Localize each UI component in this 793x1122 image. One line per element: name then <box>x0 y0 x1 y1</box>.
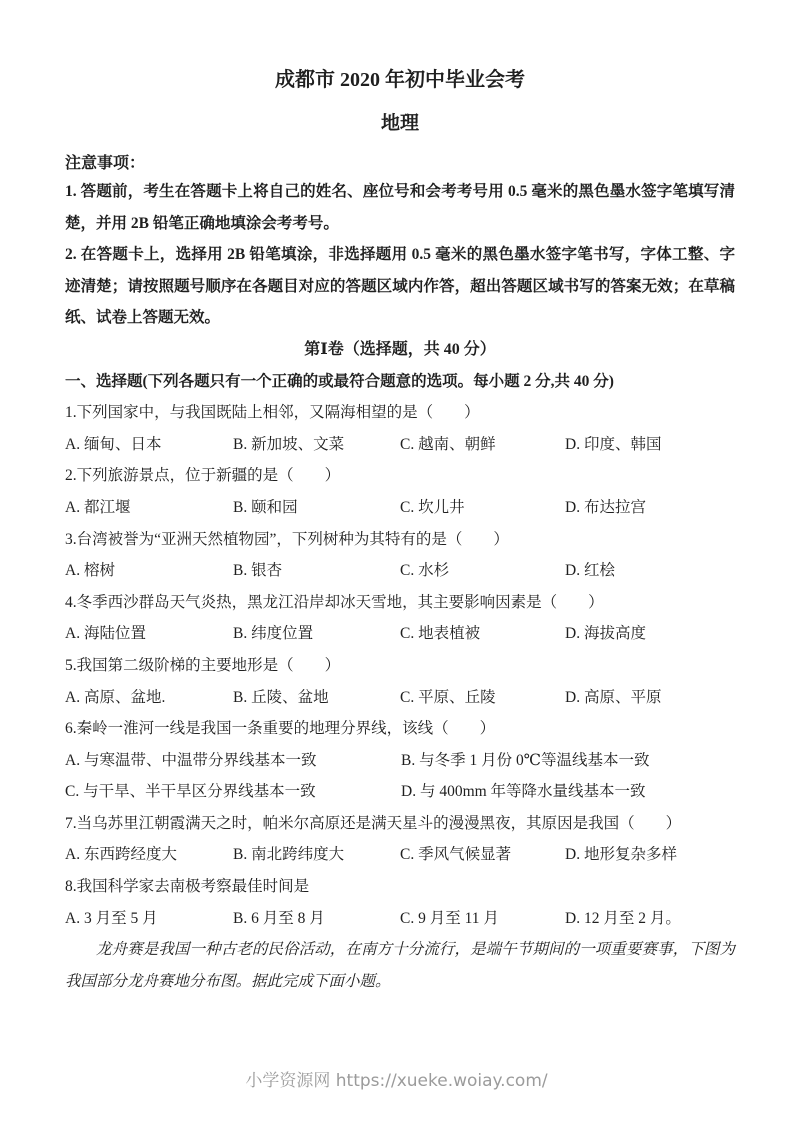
notice-heading: 注意事项： <box>65 155 146 172</box>
question-2 <box>65 460 735 523</box>
question-7-options <box>65 839 735 871</box>
notice-item-2: 2. 在答题卡上，选择用 2B 铅笔填涂，非选择题用 0.5 毫米的黑色墨水签字笔书写，字体工整、字迹清楚；请按照题号顺序在各题目对应的答题区域内作答，超出答题区域书写的答案无效；在草稿纸、试卷上答题无效。 <box>65 246 735 327</box>
question-3-options <box>65 555 735 587</box>
q2-option-d: D. 布达拉宫 <box>565 498 646 516</box>
question-7 <box>65 808 735 871</box>
question-2-stem: 2.下列旅游景点，位于新疆的是（ ） <box>65 467 341 485</box>
q6-option-b: B. 与冬季 1 月份 0℃等温线基本一致 <box>401 751 650 769</box>
question-5-stem: 5.我国第二级阶梯的主要地形是（ ） <box>65 656 341 674</box>
section-title: 第Ⅰ卷（选择题，共 40 分） <box>304 340 496 358</box>
question-1-options <box>65 429 735 461</box>
notice-item-1: 1. 答题前，考生在答题卡上将自己的姓名、座位号和会考考号用 0.5 毫米的黑色墨水签字笔填写清楚，并用 2B 铅笔正确地填涂会考考号。 <box>65 183 735 232</box>
q2-option-c: C. 坎儿井 <box>400 498 465 516</box>
q6-option-c: C. 与干旱、半干旱区分界线基本一致 <box>65 783 316 801</box>
exam-title: 成都市 2020 年初中毕业会考 <box>275 69 525 91</box>
question-7-stem: 7.当乌苏里江朝霞满天之时，帕米尔高原还是满天星斗的漫漫黑夜，其原因是我国（ ） <box>65 814 682 832</box>
question-6 <box>65 713 735 808</box>
q4-option-d: D. 海拔高度 <box>565 625 646 643</box>
question-3-stem: 3.台湾被誉为“亚洲天然植物园”，下列树种为其特有的是（ ） <box>65 530 509 548</box>
q1-option-a: A. 缅甸、日本 <box>65 435 162 453</box>
q6-option-d: D. 与 400mm 年等降水量线基本一致 <box>401 783 646 801</box>
q5-option-a: A. 高原、盆地. <box>65 688 166 706</box>
q3-option-d: D. 红桧 <box>565 562 615 580</box>
q5-option-b: B. 丘陵、盆地 <box>233 688 329 706</box>
question-4-stem: 4.冬季西沙群岛天气炎热，黑龙江沿岸却冰天雪地，其主要影响因素是（ ） <box>65 593 604 611</box>
section-instructions: 一、选择题(下列各题只有一个正确的或最符合题意的选项。每小题 2 分,共 40 分) <box>65 372 614 390</box>
reading-passage: 龙舟赛是我国一种古老的民俗活动，在南方十分流行，是端午节期间的一项重要赛事，下图为我国部分龙舟赛地分布图。据此完成下面小题。 <box>65 941 735 990</box>
q5-option-d: D. 高原、平原 <box>565 688 662 706</box>
question-2-options <box>65 492 735 524</box>
exam-subject: 地理 <box>380 113 419 134</box>
q6-option-a: A. 与寒温带、中温带分界线基本一致 <box>65 751 317 769</box>
question-6-options <box>65 745 735 808</box>
q3-option-c: C. 水杉 <box>400 562 450 580</box>
question-8 <box>65 871 735 934</box>
q3-option-a: A. 榕树 <box>65 562 115 580</box>
q4-option-a: A. 海陆位置 <box>65 625 146 643</box>
q4-option-c: C. 地表植被 <box>400 625 481 643</box>
q3-option-b: B. 银杏 <box>233 562 283 580</box>
q8-option-d: D. 12 月至 2 月。 <box>565 909 681 927</box>
question-5 <box>65 650 735 713</box>
question-3 <box>65 524 735 587</box>
question-1-stem: 1.下列国家中，与我国既陆上相邻，又隔海相望的是（ ） <box>65 404 480 422</box>
question-8-stem: 8.我国科学家去南极考察最佳时间是 <box>65 878 310 896</box>
question-8-options <box>65 903 735 935</box>
question-6-stem: 6.秦岭一淮河一线是我国一条重要的地理分界线，该线（ ） <box>65 720 496 738</box>
q5-option-c: C. 平原、丘陵 <box>400 688 496 706</box>
q1-option-b: B. 新加坡、文菜 <box>233 435 345 453</box>
q4-option-b: B. 纬度位置 <box>233 625 314 643</box>
q8-option-a: A. 3 月至 5 月 <box>65 909 158 927</box>
q2-option-a: A. 都江堰 <box>65 498 131 516</box>
q8-option-c: C. 9 月至 11 月 <box>400 909 499 927</box>
q1-option-c: C. 越南、朝鲜 <box>400 435 496 453</box>
q7-option-a: A. 东西跨经度大 <box>65 846 177 864</box>
q8-option-b: B. 6 月至 8 月 <box>233 909 325 927</box>
question-5-options <box>65 682 735 714</box>
question-1 <box>65 397 735 460</box>
q7-option-b: B. 南北跨纬度大 <box>233 846 345 864</box>
q7-option-c: C. 季风气候显著 <box>400 846 512 864</box>
q7-option-d: D. 地形复杂多样 <box>565 846 677 864</box>
question-4 <box>65 587 735 650</box>
q2-option-b: B. 颐和园 <box>233 498 298 516</box>
question-4-options <box>65 618 735 650</box>
watermark-footer: 小学资源网 https://xueke.woiay.com/ <box>245 1071 548 1091</box>
q1-option-d: D. 印度、韩国 <box>565 435 662 453</box>
